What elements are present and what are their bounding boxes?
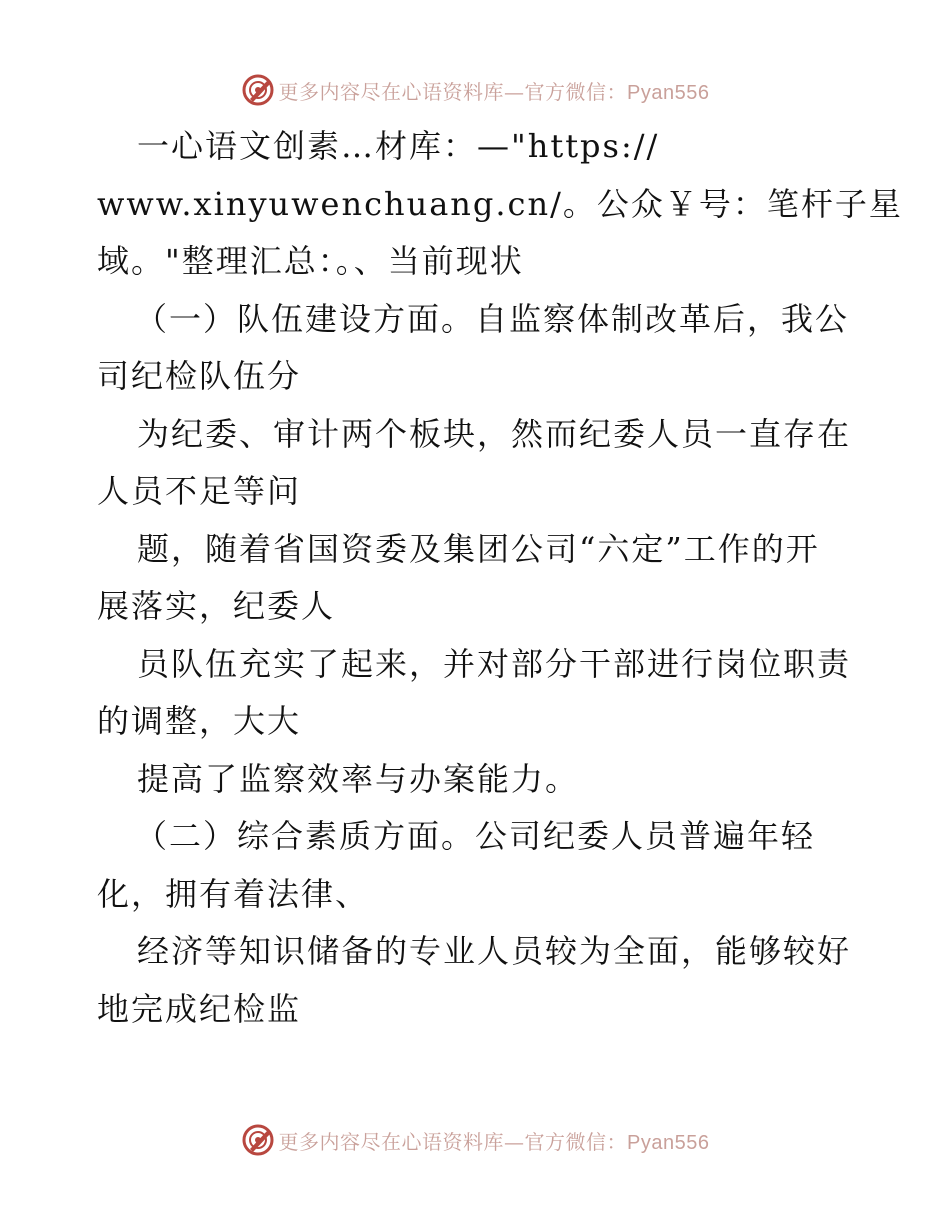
text-line: 一心语文创素…材库：—"https:// (137, 127, 660, 165)
text-line: 司纪检队伍分 (97, 357, 302, 395)
text-line: 提高了监察效率与办案能力。 (137, 759, 580, 798)
stamp-seal-icon (241, 73, 275, 107)
text-line: 的调整，大大 (97, 702, 302, 740)
text-line: 化，拥有着法律、 (97, 874, 370, 913)
text-line: （一）队伍建设方面。自监察体制改革后，我公 (135, 299, 850, 338)
stamp-seal-icon (241, 1123, 275, 1157)
text-line: 地完成纪检监 (97, 989, 302, 1028)
text-line: 人员不足等问 (97, 472, 302, 510)
watermark-text: 更多内容尽在心语资料库—官方微信：Pyan556 (278, 1129, 710, 1154)
text-line: 题，随着省国资委及集团公司“六定”工作的开 (137, 529, 820, 568)
document-body (97, 118, 903, 1038)
text-line: 经济等知识储备的专业人员较为全面，能够较好 (137, 932, 852, 970)
text-line: 员队伍充实了起来，并对部分干部进行岗位职责 (137, 644, 852, 683)
footer-watermark (0, 1120, 950, 1160)
text-line: 域。"整理汇总：。、当前现状 (97, 242, 524, 280)
text-line: 展落实，纪委人 (97, 587, 336, 625)
text-line: www.xinyuwenchuang.cn/。公众￥号：笔杆子星 (97, 184, 903, 223)
header-watermark (0, 70, 950, 110)
text-line: （二）综合素质方面。公司纪委人员普遍年轻 (135, 817, 816, 855)
watermark-account: Pyan556 (627, 81, 710, 104)
text-line: 为纪委、审计两个板块，然而纪委人员一直存在 (137, 414, 852, 453)
watermark-account: Pyan556 (627, 1131, 710, 1154)
watermark-text: 更多内容尽在心语资料库—官方微信：Pyan556 (278, 79, 710, 104)
